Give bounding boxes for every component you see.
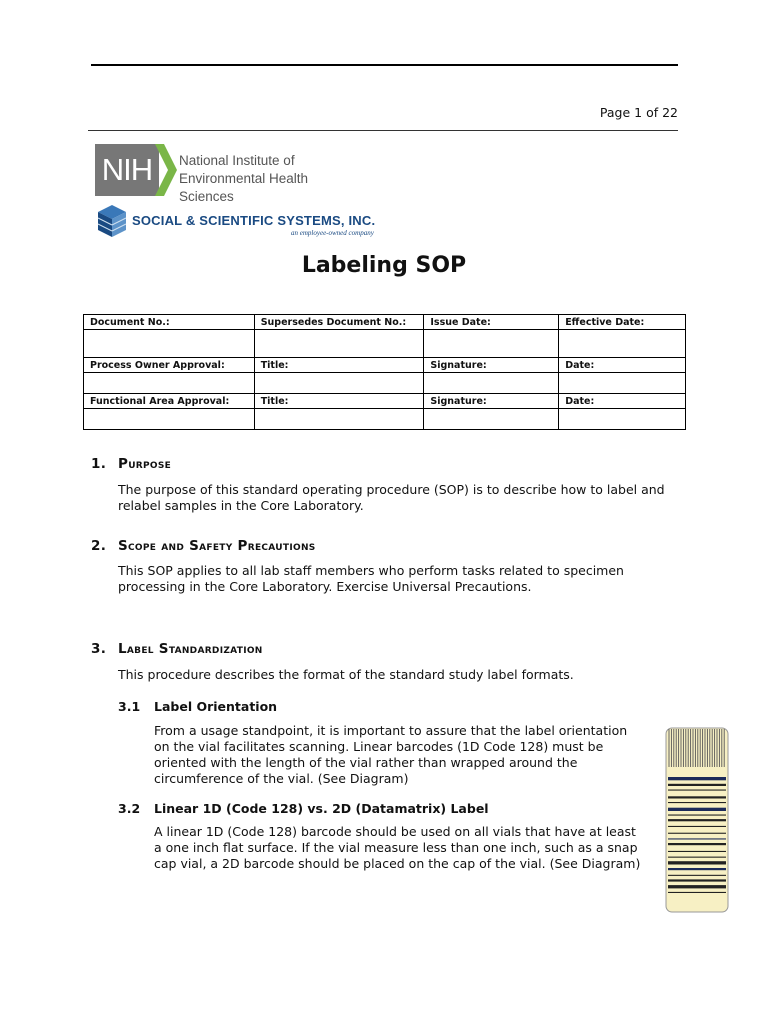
subsection-linear-vs-2d	[118, 801, 646, 872]
functional-area-title-field[interactable]	[254, 409, 424, 430]
subsection-title: Label Orientation	[154, 699, 278, 714]
section-label-standardization	[91, 641, 681, 683]
process-owner-title-field[interactable]	[254, 373, 424, 394]
header-divider	[88, 130, 678, 131]
nih-mark: NIH	[95, 144, 159, 196]
table-cell: Supersedes Document No.:	[254, 315, 424, 330]
sss-logo	[96, 203, 386, 243]
section-text: This SOP applies to all lab staff members who perform tasks related to specimen processing in the Core Laboratory. Exercise Universal Precautions.	[118, 563, 624, 594]
table-cell: Signature:	[424, 358, 559, 373]
table-row-blank	[84, 330, 686, 358]
functional-area-date-field[interactable]	[559, 409, 686, 430]
section-scope	[91, 538, 651, 595]
table-row-blank	[84, 373, 686, 394]
section-number: 2.	[91, 538, 107, 554]
section-text: The purpose of this standard operating procedure (SOP) is to describe how to label and relabel samples in the Core Laboratory.	[118, 482, 665, 513]
sss-name: SOCIAL & SCIENTIFIC SYSTEMS, INC.	[132, 213, 376, 228]
subsection-title: Linear 1D (Code 128) vs. 2D (Datamatrix) Label	[154, 801, 489, 816]
nih-chevron-icon	[155, 144, 177, 196]
subsection-number: 3.2	[118, 801, 141, 816]
effective-date-field[interactable]	[559, 330, 686, 358]
subsection-label-orientation	[118, 699, 646, 787]
nih-logo-text	[179, 152, 365, 206]
nih-line2: Environmental Health Sciences	[179, 171, 309, 204]
section-text: This procedure describes the format of the standard study label formats.	[118, 667, 574, 682]
process-owner-date-field[interactable]	[559, 373, 686, 394]
page-number: Page 1 of 22	[599, 105, 678, 120]
table-cell: Signature:	[424, 394, 559, 409]
process-owner-field[interactable]	[84, 373, 255, 394]
functional-area-field[interactable]	[84, 409, 255, 430]
document-no-field[interactable]	[84, 330, 255, 358]
table-row	[84, 358, 686, 373]
subsection-text: From a usage standpoint, it is important to assure that the label orientation on the vial facilitates scanning. Linear barcodes (1D Code 128) must be oriented with the length of the vial rather than wrapped around the circumference of the vial. (See Diagram)	[154, 723, 628, 786]
section-purpose	[91, 456, 681, 514]
table-cell: Date:	[559, 358, 686, 373]
sss-cube-icon	[96, 203, 128, 239]
nih-line1: National Institute of	[179, 153, 295, 168]
functional-area-signature-field[interactable]	[424, 409, 559, 430]
table-cell: Functional Area Approval:	[84, 394, 255, 409]
table-row	[84, 394, 686, 409]
table-cell: Process Owner Approval:	[84, 358, 255, 373]
section-number: 3.	[91, 641, 107, 657]
vial-barcode-diagram	[665, 727, 729, 913]
section-title: Purpose	[118, 456, 172, 472]
subsection-number: 3.1	[118, 699, 141, 714]
header-rule	[91, 64, 678, 66]
table-row-blank	[84, 409, 686, 430]
nih-logo	[95, 144, 365, 204]
subsection-text: A linear 1D (Code 128) barcode should be used on all vials that have at least a one inch flat surface. If the vial measure less than one inch, such as a snap cap vial, a 2D barcode should be placed on the cap of the vial. (See Diagram)	[154, 824, 641, 871]
table-cell: Issue Date:	[424, 315, 559, 330]
table-cell: Date:	[559, 394, 686, 409]
issue-date-field[interactable]	[424, 330, 559, 358]
approval-table	[83, 314, 686, 430]
table-cell: Title:	[254, 394, 424, 409]
table-cell: Document No.:	[84, 315, 255, 330]
sss-tagline: an employee-owned company	[291, 229, 374, 237]
section-title: Scope and Safety Precautions	[118, 538, 316, 554]
table-row	[84, 315, 686, 330]
table-cell: Title:	[254, 358, 424, 373]
table-cell: Effective Date:	[559, 315, 686, 330]
supersedes-field[interactable]	[254, 330, 424, 358]
section-number: 1.	[91, 456, 107, 472]
section-title: Label Standardization	[118, 641, 263, 657]
process-owner-signature-field[interactable]	[424, 373, 559, 394]
document-title: Labeling SOP	[301, 253, 467, 278]
